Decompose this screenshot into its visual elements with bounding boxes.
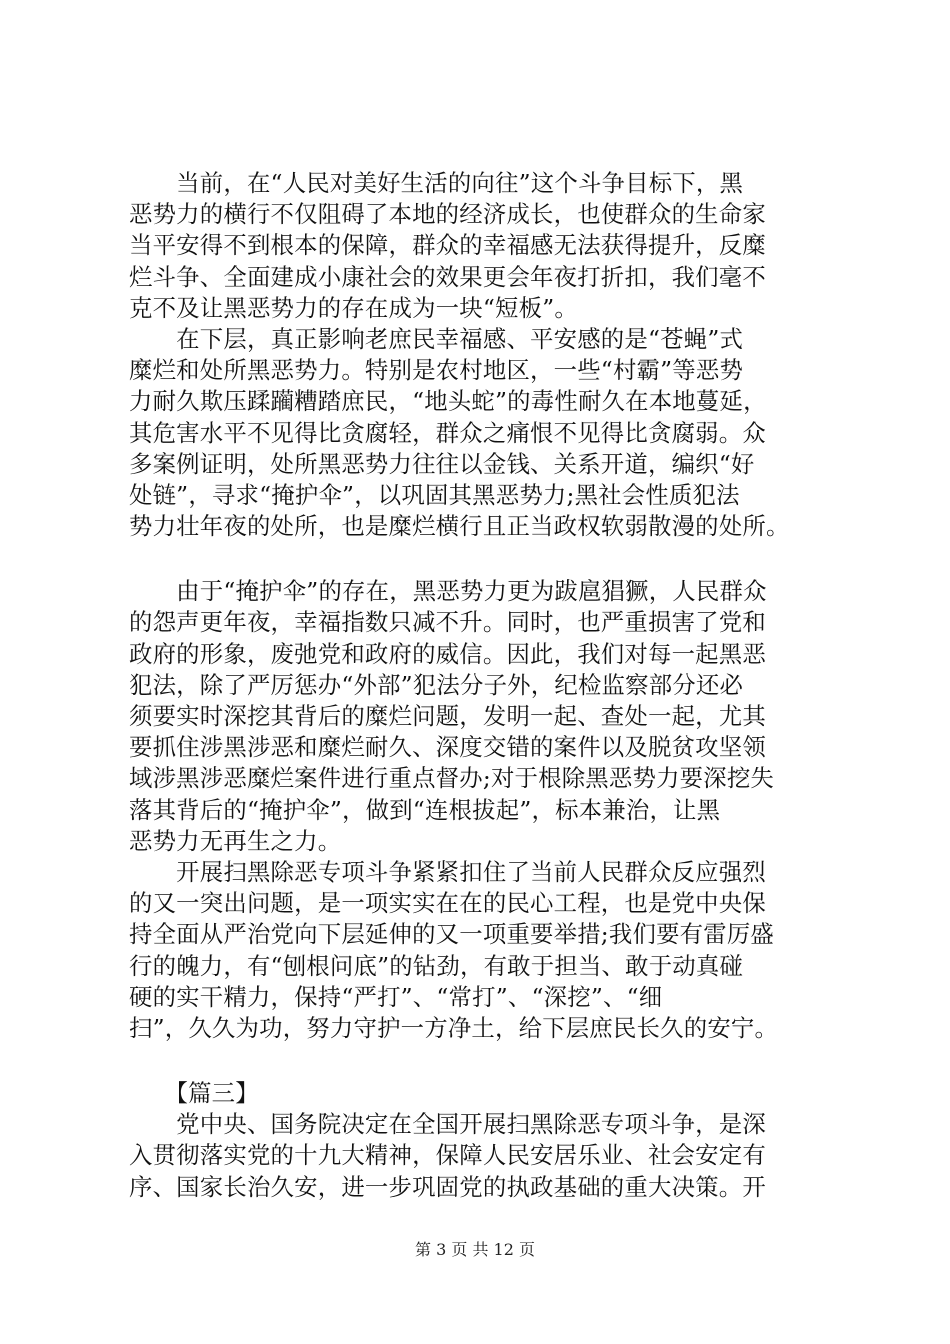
text-line: 硬的实干精力，保持“严打”、“常打”、“深挖”、“细 (129, 982, 663, 1011)
text-line: 烂斗争、全面建成小康社会的效果更会年夜打折扣，我们毫不 (129, 262, 766, 291)
text-line: 其危害水平不见得比贪腐轻，群众之痛恨不见得比贪腐弱。众 (129, 418, 766, 447)
text-line: 恶势力无再生之力。 (129, 826, 342, 855)
page-number-footer: 第 3 页 共 12 页 (415, 1240, 535, 1259)
text-line: 域涉黑涉恶糜烂案件进行重点督办;对于根除黑恶势力要深挖失 (129, 764, 775, 793)
text-line: 当前，在“人民对美好生活的向往”这个斗争目标下，黑 (129, 169, 744, 197)
text-line: 要抓住涉黑涉恶和糜烂耐久、深度交错的案件以及脱贫攻坚领 (129, 733, 766, 762)
paragraph-gap (129, 542, 829, 576)
text-line: 扫”，久久为功，努力守护一方净土，给下层庶民长久的安宁。 (129, 1013, 779, 1042)
text-line: 的又一突出问题，是一项实实在在的民心工程，也是党中央保 (129, 889, 766, 918)
text-line: 持全面从严治党向下层延伸的又一项重要举措;我们要有雷厉盛 (129, 920, 775, 949)
text-line: 在下层，真正影响老庶民幸福感、平安感的是“苍蝇”式 (129, 324, 744, 353)
text-line: 克不及让黑恶势力的存在成为一块“短板”。 (129, 293, 578, 322)
section-heading: 【篇三】 (129, 1079, 259, 1108)
text-line: 入贯彻落实党的十九大精神，保障人民安居乐业、社会安定有 (129, 1141, 766, 1170)
text-line: 政府的形象，废弛党和政府的威信。因此，我们对每一起黑恶 (129, 639, 766, 668)
text-line: 糜烂和处所黑恶势力。特别是农村地区，一些“村霸”等恶势 (129, 356, 744, 385)
text-line: 的怨声更年夜，幸福指数只减不升。同时，也严重损害了党和 (129, 608, 766, 637)
paragraph-block-2 (129, 576, 829, 1044)
text-line: 落其背后的“掩护伞”，做到“连根拔起”，标本兼治，让黑 (129, 795, 721, 824)
text-line: 犯法，除了严厉惩办“外部”犯法分子外，纪检监察部分还必 (129, 670, 744, 699)
text-line: 恶势力的横行不仅阻碍了本地的经济成长，也使群众的生命家 (129, 200, 766, 229)
text-line: 行的魄力，有“刨根问底”的钻劲，有敢于担当、敢于动真碰 (129, 951, 744, 980)
paragraph-gap (129, 1044, 829, 1078)
text-line: 力耐久欺压蹂躏糟踏庶民，“地头蛇”的毒性耐久在本地蔓延， (129, 387, 767, 416)
paragraph-block-1 (129, 168, 829, 542)
text-line: 序、国家长治久安，进一步巩固党的执政基础的重大决策。开 (129, 1172, 766, 1201)
text-line: 开展扫黑除恶专项斗争紧紧扣住了当前人民群众反应强烈 (129, 857, 766, 886)
paragraph-block-3 (129, 1078, 829, 1203)
text-line: 多案例证明，处所黑恶势力往往以金钱、关系开道，编织“好 (129, 449, 755, 478)
text-line: 当平安得不到根本的保障，群众的幸福感无法获得提升，反糜 (129, 231, 766, 260)
text-line: 须要实时深挖其背后的糜烂问题，发明一起、查处一起，尤其 (129, 702, 766, 730)
document-body (129, 168, 829, 1203)
text-line: 势力壮年夜的处所，也是糜烂横行且正当政权软弱散漫的处所。 (129, 512, 790, 541)
text-line: 由于“掩护伞”的存在，黑恶势力更为跋扈猖獗，人民群众 (129, 577, 767, 606)
text-line: 处链”，寻求“掩护伞”，以巩固其黑恶势力;黑社会性质犯法 (129, 480, 740, 509)
text-line: 党中央、国务院决定在全国开展扫黑除恶专项斗争，是深 (129, 1110, 766, 1139)
